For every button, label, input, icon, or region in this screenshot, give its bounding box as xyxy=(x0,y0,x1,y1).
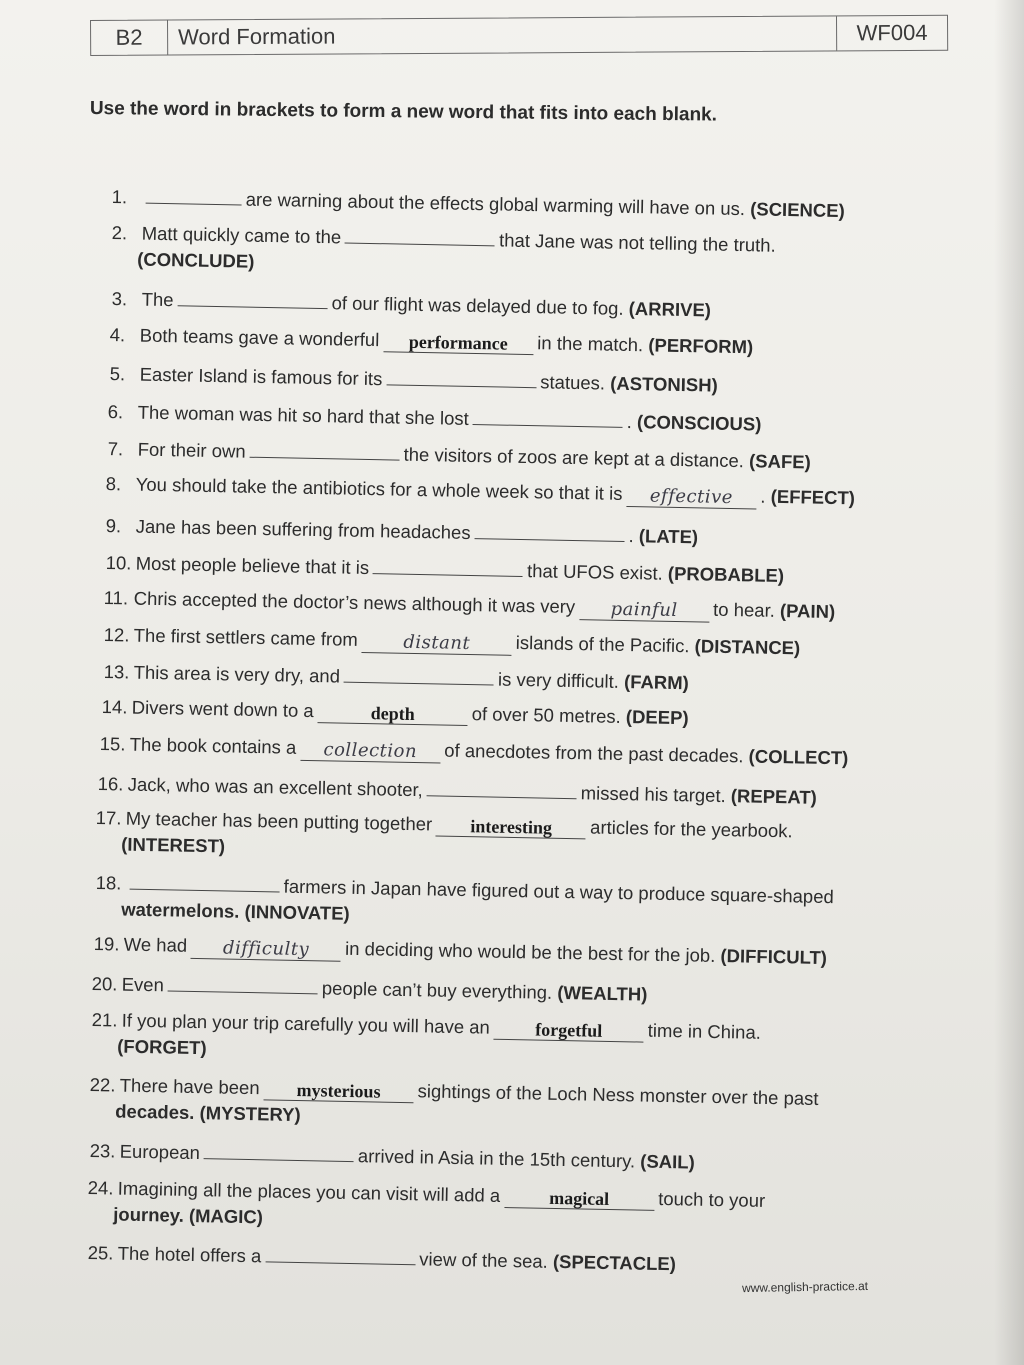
exercise-item xyxy=(87,1238,937,1282)
root-word: (ARRIVE) xyxy=(628,297,712,321)
answer-text: effective xyxy=(649,485,734,509)
item-text-after: is very difficult. xyxy=(497,668,620,692)
item-number: 2. xyxy=(111,221,128,244)
item-text-before: We had xyxy=(123,933,188,956)
exercise-item xyxy=(89,1136,939,1180)
item-number: 19. xyxy=(93,932,120,955)
exercise-item xyxy=(105,548,955,592)
item-number: 25. xyxy=(87,1241,114,1264)
root-word: (EFFECT) xyxy=(770,485,856,509)
answer-text: performance xyxy=(408,331,508,354)
exercise-item xyxy=(104,585,954,627)
item-text-after: to hear. xyxy=(712,598,776,621)
item-text-after: of over 50 metres. xyxy=(471,703,621,727)
item-number: 12. xyxy=(103,623,130,646)
item-text-after: missed his target. xyxy=(580,782,726,807)
exercise-item xyxy=(109,359,959,403)
root-word: (DISTANCE) xyxy=(694,635,801,659)
answer-blank[interactable] xyxy=(168,970,318,994)
item-text-after: touch to your xyxy=(658,1187,766,1212)
item-text-after: people can’t buy everything. xyxy=(321,977,553,1003)
exercise-item xyxy=(91,1007,942,1075)
item-text-after: sightings of the Loch Ness monster over the past xyxy=(417,1080,819,1109)
exercise-item xyxy=(100,731,950,773)
exercise-item xyxy=(103,657,953,701)
answer-blank[interactable] xyxy=(263,1079,413,1103)
answer-blank[interactable] xyxy=(494,1019,644,1043)
answer-blank[interactable] xyxy=(146,183,242,206)
answer-blank[interactable] xyxy=(579,599,709,622)
exercise-item xyxy=(111,284,961,328)
root-word: (PROBABLE) xyxy=(667,562,785,587)
answer-blank[interactable] xyxy=(474,518,624,542)
answer-text: mysterious xyxy=(296,1079,381,1102)
root-word: (COLLECT) xyxy=(748,745,849,769)
item-text-before: You should take the antibiotics for a whole week so that it is xyxy=(135,473,623,504)
item-number: 8. xyxy=(105,472,122,495)
item-text-after: are warning about the effects global warming will have on us. xyxy=(245,188,746,220)
item-text-after: farmers in Japan have figured out a way to produce square-shaped xyxy=(283,875,834,908)
item-text-after: of our flight was delayed due to fog. xyxy=(331,292,624,319)
item-text-before: Even xyxy=(121,973,165,996)
answer-blank[interactable] xyxy=(427,775,577,799)
item-text-before: Jack, who was an excellent shooter, xyxy=(127,773,424,801)
root-word: (ASTONISH) xyxy=(610,372,718,396)
item-number: 1. xyxy=(111,185,128,208)
root-word: (CONSCIOUS) xyxy=(636,411,762,435)
exercise-item xyxy=(89,1072,940,1140)
item-text-before: The woman was hit so hard that she lost xyxy=(137,401,469,429)
item-number: 9. xyxy=(105,514,122,537)
item-text-before: There have been xyxy=(119,1074,260,1099)
item-continuation: (FORGET) xyxy=(117,1035,207,1059)
item-number: 24. xyxy=(87,1176,114,1199)
item-number: 15. xyxy=(99,732,126,755)
item-continuation: (CONCLUDE) xyxy=(137,248,255,272)
item-number: 18. xyxy=(95,871,122,894)
item-text-before: The xyxy=(141,288,174,311)
answer-blank[interactable] xyxy=(250,437,400,461)
item-text-before: Matt quickly came to the xyxy=(141,222,342,248)
answer-blank[interactable] xyxy=(344,662,494,686)
answer-blank[interactable] xyxy=(626,486,756,509)
answer-text: collection xyxy=(323,739,418,763)
answer-blank[interactable] xyxy=(504,1187,654,1211)
item-text-before: Chris accepted the doctor’s news although it was very xyxy=(133,587,576,618)
item-text-after: that Jane was not telling the truth. xyxy=(498,229,776,256)
item-text-before: Both teams gave a wonderful xyxy=(139,324,380,351)
root-word: (DIFFICULT) xyxy=(720,945,828,969)
footer-url: www.english-practice.at xyxy=(741,1278,869,1296)
item-number: 7. xyxy=(107,437,124,460)
answer-blank[interactable] xyxy=(345,222,495,246)
answer-blank[interactable] xyxy=(436,816,586,840)
item-text-before: The first settlers came from xyxy=(133,624,359,650)
root-word: (SPECTACLE) xyxy=(552,1250,677,1275)
item-text-before: The hotel offers a xyxy=(117,1242,262,1267)
root-word: (SAIL) xyxy=(640,1150,695,1173)
item-text-after: time in China. xyxy=(647,1019,762,1043)
exercise-item xyxy=(95,868,946,938)
item-text-before: Easter Island is famous for its xyxy=(139,363,383,390)
answer-blank[interactable] xyxy=(473,404,623,428)
item-number: 23. xyxy=(89,1139,116,1162)
item-text-after: view of the sea. xyxy=(419,1248,549,1272)
worksheet-code: WF004 xyxy=(856,19,928,46)
item-text-after: of anecdotes from the past decades. xyxy=(444,739,744,767)
item-text-after: articles for the yearbook. xyxy=(589,816,793,842)
item-text-after: statues. xyxy=(540,371,606,394)
root-word: (SCIENCE) xyxy=(749,198,845,222)
item-number: 20. xyxy=(91,972,118,995)
root-word: (WEALTH) xyxy=(557,981,648,1005)
exercise-item xyxy=(105,511,955,555)
answer-text: painful xyxy=(610,598,678,622)
item-number: 22. xyxy=(89,1073,116,1096)
instructions: Use the word in brackets to form a new word that fits into each blank. xyxy=(89,98,718,126)
item-text-before: If you plan your trip carefully you will have an xyxy=(121,1009,491,1038)
item-text-after: in deciding who would be the best for the job. xyxy=(344,937,716,966)
item-text-before: Divers went down to a xyxy=(131,696,314,722)
exercise-item xyxy=(87,1175,938,1243)
item-text-after: the visitors of zoos are kept at a distance. xyxy=(403,443,745,472)
root-word: (PAIN) xyxy=(779,599,836,623)
root-word: (DEEP) xyxy=(625,706,689,729)
item-number: 11. xyxy=(103,586,129,609)
item-number: 21. xyxy=(91,1008,118,1031)
answer-blank[interactable] xyxy=(362,632,512,656)
item-text-after: . xyxy=(760,485,766,507)
root-word: (REPEAT) xyxy=(730,785,818,808)
worksheet-header xyxy=(90,15,948,56)
item-text-before: This area is very dry, and xyxy=(133,661,341,687)
answer-blank[interactable] xyxy=(177,285,327,309)
item-text-before: My teacher has been putting together xyxy=(125,807,433,835)
root-word: (SAFE) xyxy=(748,450,811,473)
answer-blank[interactable] xyxy=(265,1241,415,1265)
item-text-before: Most people believe that it is xyxy=(135,552,370,579)
item-text-after: . xyxy=(628,525,634,547)
item-number: 16. xyxy=(97,772,124,795)
exercise-item xyxy=(104,622,954,664)
exercise-item xyxy=(107,397,957,441)
answer-blank[interactable] xyxy=(300,740,440,764)
item-number: 4. xyxy=(109,323,126,346)
answer-text: depth xyxy=(370,703,415,725)
exercise-item xyxy=(95,805,946,873)
answer-blank[interactable] xyxy=(317,702,467,726)
item-continuation: watermelons. (INNOVATE) xyxy=(121,898,350,924)
answer-blank[interactable] xyxy=(130,869,280,893)
item-number: 17. xyxy=(95,806,122,829)
answer-blank[interactable] xyxy=(204,1138,354,1162)
answer-blank[interactable] xyxy=(373,553,523,577)
answer-text: difficulty xyxy=(222,937,310,961)
answer-blank[interactable] xyxy=(191,938,341,962)
exercise-item xyxy=(91,969,941,1013)
answer-blank[interactable] xyxy=(386,364,536,388)
item-text-after: in the match. xyxy=(537,332,644,356)
item-text-before: Imagining all the places you can visit will add a xyxy=(117,1177,501,1206)
exercise-item xyxy=(102,694,952,736)
item-text-before: Jane has been suffering from headaches xyxy=(135,515,471,544)
answer-text: magical xyxy=(549,1187,610,1210)
exercise-item xyxy=(106,471,956,513)
answer-text: distant xyxy=(403,631,471,655)
level-label: B2 xyxy=(91,21,168,55)
item-number: 5. xyxy=(109,362,126,385)
answer-text: forgetful xyxy=(535,1019,603,1041)
item-number: 3. xyxy=(111,287,128,310)
item-continuation: decades. (MYSTERY) xyxy=(115,1100,301,1126)
root-word: (PERFORM) xyxy=(648,334,754,358)
exercise-item xyxy=(107,434,957,478)
item-number: 14. xyxy=(101,695,128,718)
item-text-before: European xyxy=(119,1140,201,1164)
exercise-item xyxy=(111,218,962,288)
item-number: 13. xyxy=(103,660,130,683)
answer-blank[interactable] xyxy=(383,331,533,355)
item-text-after: . xyxy=(626,410,633,433)
item-text-after: that UFOS exist. xyxy=(526,560,663,584)
item-text-before: For their own xyxy=(137,438,246,462)
exercise-item xyxy=(94,931,944,973)
answer-text: interesting xyxy=(470,816,553,838)
worksheet-title: Word Formation xyxy=(168,16,837,54)
root-word: (LATE) xyxy=(638,525,699,548)
item-text-after: arrived in Asia in the 15th century. xyxy=(357,1145,636,1172)
root-word: (FARM) xyxy=(623,670,690,694)
item-continuation: journey. (MAGIC) xyxy=(113,1203,264,1228)
item-number: 6. xyxy=(107,400,124,423)
item-text-before: The book contains a xyxy=(129,733,297,758)
item-number: 10. xyxy=(105,551,132,574)
item-continuation: (INTEREST) xyxy=(121,833,226,857)
item-text-after: islands of the Pacific. xyxy=(515,631,690,657)
exercise-item xyxy=(110,322,960,364)
